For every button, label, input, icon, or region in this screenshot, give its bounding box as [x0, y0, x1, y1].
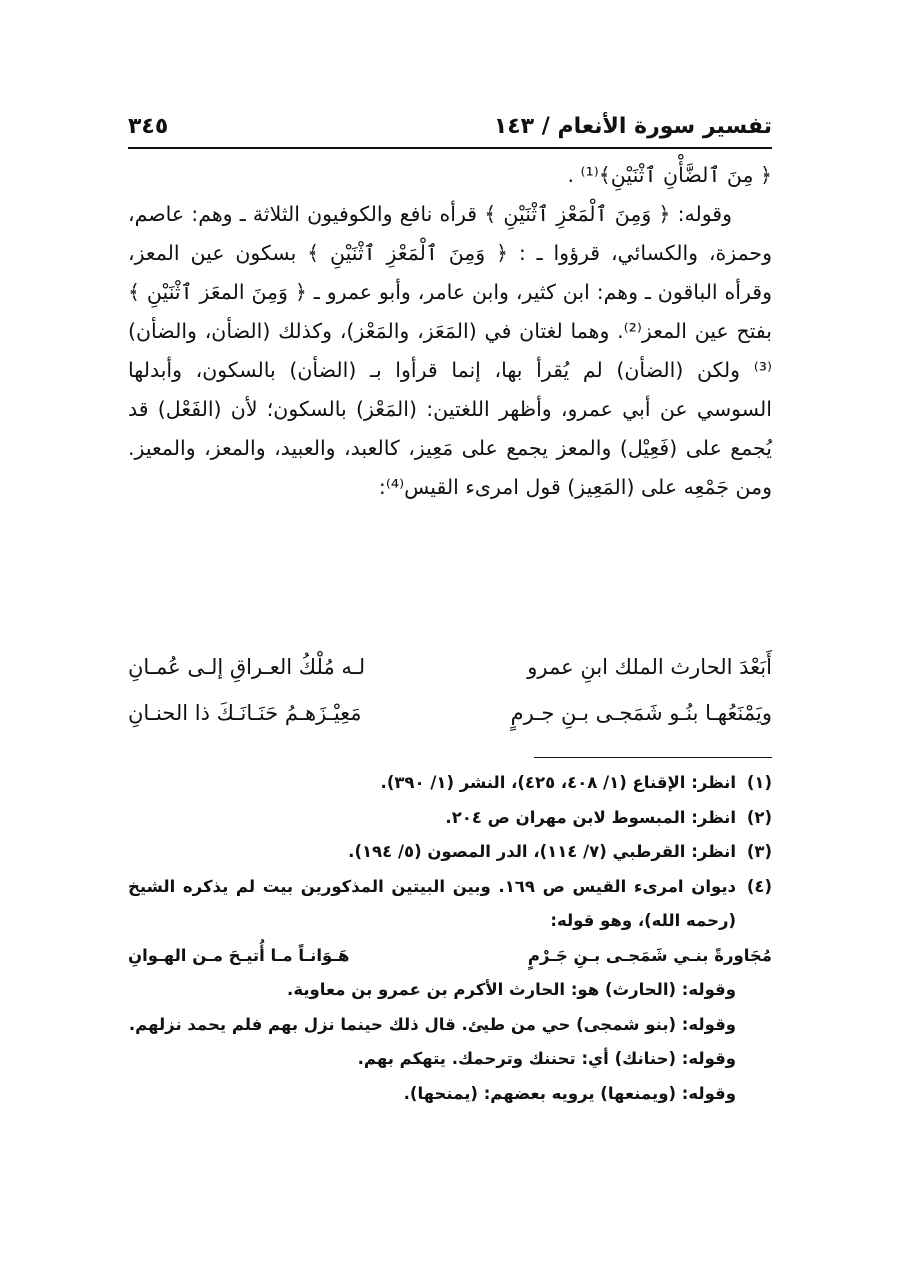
- running-title: تفسير سورة الأنعام / ١٤٣: [493, 113, 772, 139]
- page-number: ٣٤٥: [128, 113, 169, 139]
- commentary-paragraph: وقوله: ﴿ وَمِنَ ٱلْمَعْزِ ٱثْنَيْنِ ﴾ قرأه نافع والكوفيون الثلاثة ـ وهم: عاصم، وحمزة، والكسائي، قرؤوا ـ : ﴿ وَمِنَ ٱلْمَعْزِ ٱثْنَيْنِ ﴾ بسكون عين المعز، وقرأه الباقون ـ وهم: ابن كثير، وابن عامر، وأبو عمرو ـ ﴿ وَمِنَ المعَز ٱثْنَيْنِ ﴾ بفتح عين المعز⁽²⁾. وهما لغتان في (المَعَز، والمَعْز)، وكذلك (الضأن، والضأن)⁽³⁾ ولكن (الضأن) لم يُقرأ بها، إنما قرأوا بـ (الضأن) بالسكون، وأبدلها السوسي عن أبي عمرو، وأظهر اللغتين: (المَعْز) بالسكون؛ لأن (الفَعْل) قد يُجمع على (فَعِيْل) والمعز يجمع على مَعِيز، كالعبد، والعبيد، والمعز، والمعيز. ومن جَمْعِه على (المَعِيز) قول امرىء القيس⁽⁴⁾:: [128, 202, 772, 499]
- footnote-text: ديوان امرىء القيس ص ١٦٩. وبين البيتين المذكورين بيت لم يذكره الشيخ (رحمه الله)، وهو قوله:: [128, 876, 736, 930]
- footnote-4: [128, 870, 772, 939]
- verse-2-second-hemistich: مَعِيْـزَهـمُ حَنَـانَـكَ ذا الحنـانِ: [128, 701, 362, 725]
- verse-line-2: [128, 690, 772, 736]
- footnote-text: انظر: القرطبي (٧/ ١١٤)، الدر المصون (٥/ ١٩٤).: [348, 842, 736, 861]
- footnote-separator: [534, 757, 772, 758]
- footnote-verse-second-hemistich: هَـوَانـاً مـا أُتيـحَ مـن الهـوانِ: [128, 945, 350, 965]
- footnote-number: (٢): [746, 807, 772, 827]
- footnote-number: (٤): [746, 876, 772, 896]
- header-rule: [128, 147, 772, 149]
- footnote-4-note-hananak: وقوله: (حنانك) أي: تحننك وترحمك. يتهكم بهم.: [357, 1049, 736, 1068]
- page-header: [128, 108, 772, 144]
- footnote-verse-first-hemistich: مُجَاورةً بنـي شَمَجـى بـنِ جَـرْمٍ: [527, 945, 772, 965]
- verse-line-1: [128, 644, 772, 690]
- footnote-text: انظر: الإقناع (١/ ٤٠٨، ٤٢٥)، النشر (١/ ٣٩٠).: [380, 773, 736, 792]
- footnote-4-note-haritha: وقوله: (الحارث) هو: الحارث الأكرم بن عمرو بن معاوية.: [287, 980, 736, 999]
- footnote-4-note-shamaja: وقوله: (بنو شمجى) حي من طيئ. قال ذلك حينما نزل بهم فلم يحمد نزلهم.: [128, 1014, 736, 1034]
- verse-1-second-hemistich: لـه مُلْكُ العـراقِ إلـى عُمـانِ: [128, 655, 366, 679]
- main-text: [128, 156, 772, 507]
- verse-1-first-hemistich: أَبَعْدَ الحارث الملك ابنِ عمرو: [527, 655, 772, 679]
- footnote-number: (٣): [746, 842, 772, 861]
- footnote-4-verse: [128, 939, 772, 974]
- footnote-number: (١): [746, 773, 772, 792]
- footnote-text: انظر: المبسوط لابن مهران ص ٢٠٤.: [445, 807, 736, 827]
- footnote-4-note-yamnaouha: وقوله: (ويمنعها) يرويه بعضهم: (يمنحها).: [403, 1083, 736, 1103]
- footnote-3: [128, 835, 772, 870]
- footnote-2: [128, 801, 772, 836]
- poetry-verses: [128, 644, 772, 736]
- footnote-1: [128, 766, 772, 801]
- quran-fragment: ﴿ مِنَ ٱلضَّأْنِ ٱثْنَيْنِ﴾⁽¹⁾ .: [567, 163, 772, 187]
- footnotes: [128, 766, 772, 1111]
- verse-2-first-hemistich: ويَمْنَعُهـا بنُـو شَمَجـى بـنِ جـرمٍ: [510, 701, 772, 725]
